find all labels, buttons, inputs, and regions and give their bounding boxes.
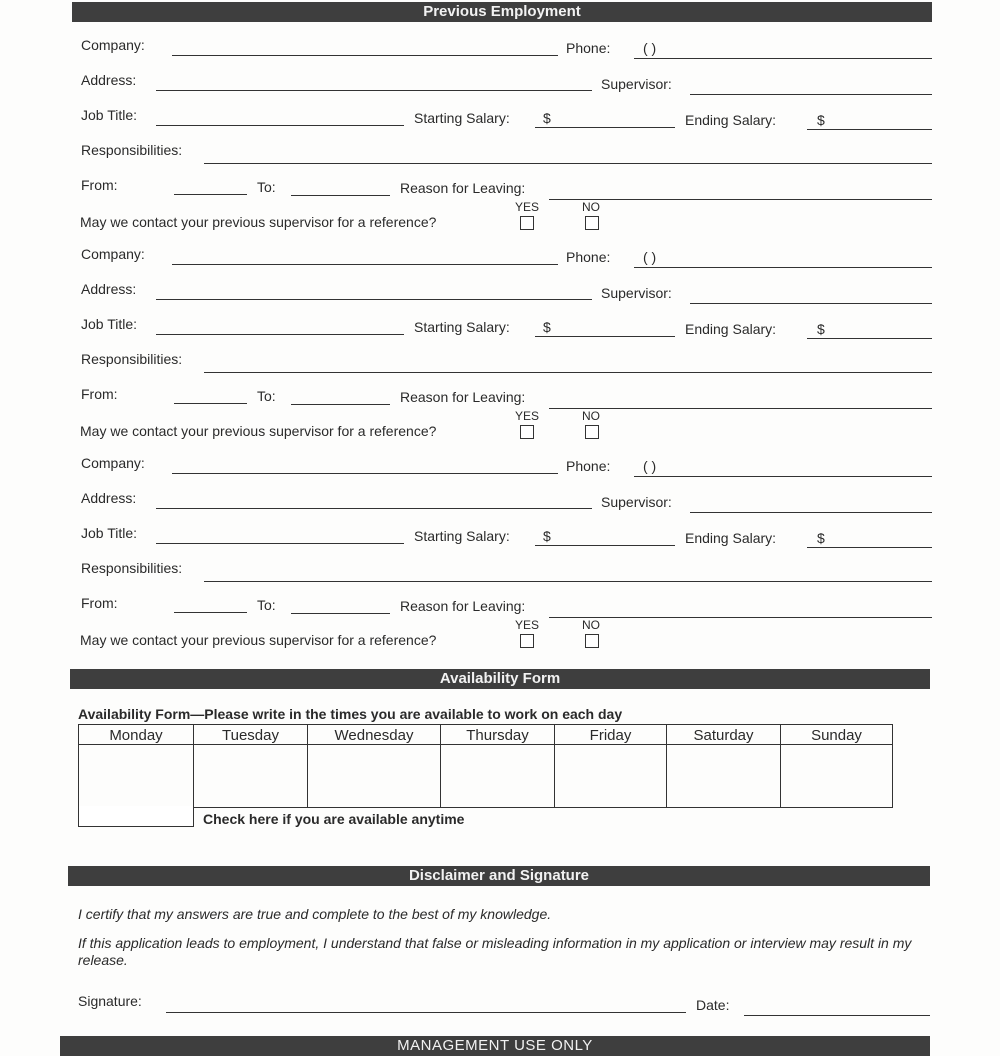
supervisor-field[interactable] [690, 512, 932, 513]
section-title: MANAGEMENT USE ONLY [397, 1037, 593, 1054]
phone-label: Phone: [566, 458, 611, 474]
responsibilities-field[interactable] [204, 372, 932, 373]
no-label: NO [582, 409, 600, 423]
job-title-label: Job Title: [81, 525, 138, 541]
day-header-monday: Monday [79, 725, 194, 745]
address-label: Address: [81, 72, 137, 88]
yes-label: YES [515, 618, 540, 632]
no-label: NO [582, 618, 600, 632]
from-field[interactable] [174, 194, 247, 195]
disclaimer-line-2: If this application leads to employment, I understand that false or misleading information in my application or interview may result in my release. [78, 935, 912, 968]
to-field[interactable] [291, 195, 390, 196]
no-label: NO [582, 200, 600, 214]
supervisor-label: Supervisor: [601, 494, 672, 510]
day-header-sunday: Sunday [781, 725, 893, 745]
no-checkbox[interactable] [585, 216, 599, 230]
ending-salary-label: Ending Salary: [685, 530, 777, 546]
section-bar-management [60, 1036, 930, 1056]
time-cell-monday[interactable] [79, 745, 194, 808]
responsibilities-field[interactable] [204, 163, 932, 164]
day-header-wednesday: Wednesday [308, 725, 441, 745]
from-label: From: [81, 386, 118, 402]
from-field[interactable] [174, 403, 247, 404]
phone-label: Phone: [566, 249, 611, 265]
responsibilities-label: Responsibilities: [81, 560, 183, 576]
contact-question: May we contact your previous supervisor for a reference? [80, 423, 437, 439]
day-header-saturday: Saturday [667, 725, 781, 745]
starting-salary-dollar: $ [543, 528, 551, 544]
ending-salary-dollar: $ [817, 530, 825, 546]
ending-salary-label: Ending Salary: [685, 112, 777, 128]
company-label: Company: [81, 37, 145, 53]
job-title-label: Job Title: [81, 107, 138, 123]
job-title-field[interactable] [156, 125, 404, 126]
starting-salary-label: Starting Salary: [414, 528, 510, 544]
time-cell-friday[interactable] [555, 745, 667, 808]
job-title-field[interactable] [156, 334, 404, 335]
anytime-checkbox[interactable] [78, 806, 194, 827]
day-header-friday: Friday [555, 725, 667, 745]
to-label: To: [257, 388, 276, 404]
company-field[interactable] [172, 473, 558, 474]
company-label: Company: [81, 455, 145, 471]
to-label: To: [257, 179, 276, 195]
responsibilities-label: Responsibilities: [81, 142, 183, 158]
disclaimer-line-1: I certify that my answers are true and complete to the best of my knowledge. [78, 906, 552, 922]
responsibilities-label: Responsibilities: [81, 351, 183, 367]
to-field[interactable] [291, 404, 390, 405]
responsibilities-field[interactable] [204, 581, 932, 582]
no-checkbox[interactable] [585, 425, 599, 439]
signature-label: Signature: [78, 993, 142, 1009]
ending-salary-dollar: $ [817, 321, 825, 337]
signature-field[interactable] [166, 1012, 686, 1013]
from-field[interactable] [174, 612, 247, 613]
date-field[interactable] [744, 1015, 930, 1016]
to-label: To: [257, 597, 276, 613]
yes-checkbox[interactable] [520, 216, 534, 230]
section-title: Availability Form [439, 670, 561, 687]
anytime-label: Check here if you are available anytime [203, 811, 465, 827]
reason-for-leaving-label: Reason for Leaving: [400, 598, 526, 614]
time-cell-saturday[interactable] [667, 745, 781, 808]
section-bar-disclaimer [68, 866, 930, 886]
contact-question: May we contact your previous supervisor for a reference? [80, 214, 437, 230]
ending-salary-dollar: $ [817, 112, 825, 128]
section-bar-availability [70, 669, 930, 689]
time-cell-wednesday[interactable] [308, 745, 441, 808]
company-field[interactable] [172, 55, 558, 56]
to-field[interactable] [291, 613, 390, 614]
availability-heading: Availability Form—Please write in the times you are available to work on each day [78, 706, 623, 722]
address-field[interactable] [156, 508, 592, 509]
time-cell-tuesday[interactable] [194, 745, 308, 808]
phone-field[interactable] [634, 58, 932, 59]
starting-salary-label: Starting Salary: [414, 110, 510, 126]
phone-field[interactable] [634, 267, 932, 268]
company-field[interactable] [172, 264, 558, 265]
starting-salary-dollar: $ [543, 110, 551, 126]
section-bar-previous-employment [72, 2, 932, 22]
address-field[interactable] [156, 90, 592, 91]
no-checkbox[interactable] [585, 634, 599, 648]
address-label: Address: [81, 490, 137, 506]
ending-salary-field[interactable] [807, 129, 932, 130]
starting-salary-dollar: $ [543, 319, 551, 335]
contact-question: May we contact your previous supervisor for a reference? [80, 632, 437, 648]
date-label: Date: [696, 997, 730, 1013]
time-cell-sunday[interactable] [781, 745, 893, 808]
starting-salary-field[interactable] [535, 336, 675, 337]
reason-for-leaving-field[interactable] [549, 617, 932, 618]
phone-field[interactable] [634, 476, 932, 477]
phone-parens: ( ) [643, 458, 657, 474]
time-cell-thursday[interactable] [441, 745, 555, 808]
supervisor-label: Supervisor: [601, 76, 672, 92]
starting-salary-label: Starting Salary: [414, 319, 510, 335]
supervisor-field[interactable] [690, 94, 932, 95]
yes-checkbox[interactable] [520, 425, 534, 439]
reason-for-leaving-field[interactable] [549, 408, 932, 409]
company-label: Company: [81, 246, 145, 262]
address-field[interactable] [156, 299, 592, 300]
reason-for-leaving-field[interactable] [549, 199, 932, 200]
phone-parens: ( ) [643, 40, 657, 56]
reason-for-leaving-label: Reason for Leaving: [400, 180, 526, 196]
section-title: Disclaimer and Signature [408, 867, 590, 884]
yes-label: YES [515, 200, 540, 214]
yes-label: YES [515, 409, 540, 423]
supervisor-label: Supervisor: [601, 285, 672, 301]
job-title-label: Job Title: [81, 316, 138, 332]
yes-checkbox[interactable] [520, 634, 534, 648]
section-title: Previous Employment [423, 3, 581, 20]
day-header-tuesday: Tuesday [194, 725, 308, 745]
day-header-thursday: Thursday [441, 725, 555, 745]
address-label: Address: [81, 281, 137, 297]
phone-label: Phone: [566, 40, 611, 56]
from-label: From: [81, 595, 118, 611]
job-title-field[interactable] [156, 543, 404, 544]
ending-salary-field[interactable] [807, 338, 932, 339]
starting-salary-field[interactable] [535, 545, 675, 546]
reason-for-leaving-label: Reason for Leaving: [400, 389, 526, 405]
availability-table [78, 724, 893, 808]
supervisor-field[interactable] [690, 303, 932, 304]
ending-salary-label: Ending Salary: [685, 321, 777, 337]
from-label: From: [81, 177, 118, 193]
phone-parens: ( ) [643, 249, 657, 265]
starting-salary-field[interactable] [535, 127, 675, 128]
ending-salary-field[interactable] [807, 547, 932, 548]
